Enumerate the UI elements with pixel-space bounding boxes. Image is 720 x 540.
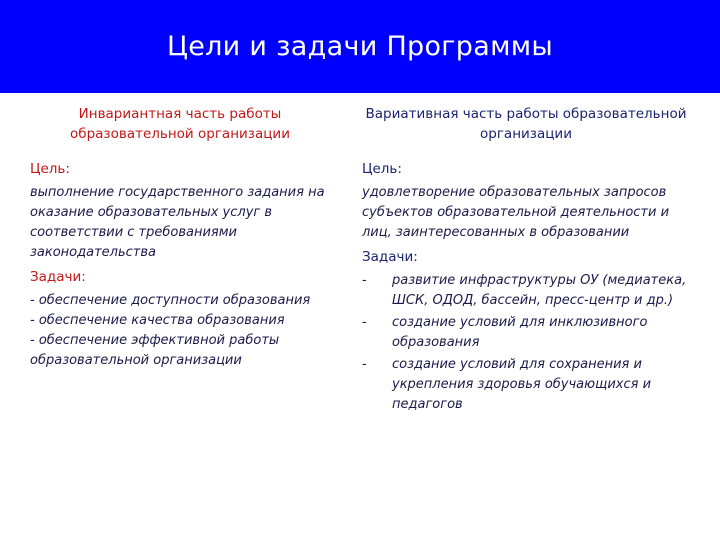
- list-item: - обеспечение доступности образования: [30, 293, 311, 308]
- list-item-text: создание условий для сохранения и укрепления здоровья обучающихся и педагогов: [392, 357, 652, 412]
- list-item: [362, 355, 690, 415]
- list-bullet: -: [362, 357, 367, 372]
- invariant-goal-label: Цель:: [30, 161, 70, 177]
- list-item-text: создание условий для инклюзивного образования: [392, 315, 648, 350]
- slide-title: Цели и задачи Программы: [166, 31, 554, 62]
- list-bullet: -: [362, 273, 367, 288]
- variable-column: [362, 104, 690, 417]
- variable-goal-label: Цель:: [362, 161, 402, 177]
- invariant-tasks-list: [30, 291, 330, 371]
- variable-tasks-list: [362, 271, 690, 415]
- variable-tasks-label: Задачи:: [362, 249, 418, 265]
- list-item: [362, 313, 690, 353]
- variable-goal-text: удовлетворение образовательных запросов субъектов образовательной деятельности и лиц, заинтересованных в образовании: [362, 185, 670, 240]
- list-item-text: развитие инфраструктуры ОУ (медиатека, ШСК, ОДОД, бассейн, пресс-центр и др.): [392, 273, 687, 308]
- variable-heading: Вариативная часть работы образовательной организации: [365, 106, 687, 142]
- invariant-column: [30, 104, 330, 371]
- list-item: - обеспечение качества образования: [30, 313, 285, 328]
- invariant-goal-text: выполнение государственного задания на оказание образовательных услуг в соответствии с требованиями законодательства: [30, 185, 325, 260]
- list-item: - обеспечение эффективной работы образовательной организации: [30, 333, 280, 368]
- list-item: [362, 271, 690, 311]
- invariant-heading: Инвариантная часть работы образовательной организации: [70, 106, 290, 142]
- title-bar: [0, 0, 720, 93]
- invariant-tasks-label: Задачи:: [30, 269, 86, 285]
- list-bullet: -: [362, 315, 367, 330]
